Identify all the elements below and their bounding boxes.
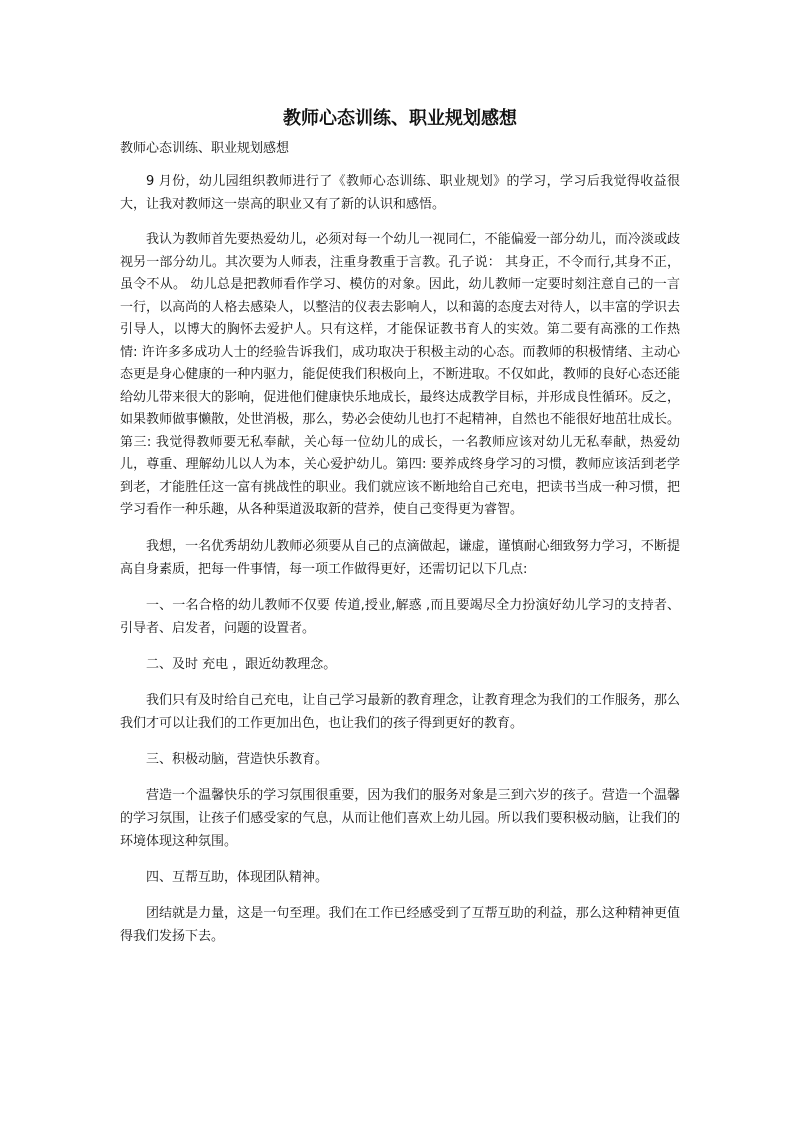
document-title: 教师心态训练、职业规划感想 <box>283 108 517 129</box>
paragraph-main: 我认为教师首先要热爱幼儿，必须对每一个幼儿一视同仁，不能偏爱一部分幼儿，而冷淡或歧视另一部分幼儿。其次要为人师表，注重身教重于言教。孔子说： 其身正，不令而行,其身不正，虽令不从。 幼儿总是把教师看作学习、模仿的对象。因此，幼儿教师一定要时刻注意自己的一言一行，以高尚的人格去感染人，以整洁的仪表去影响人，以和蔼的态度去对待人，以丰富的学识去引导人，以博大的胸怀去爱护人。只有这样，才能保证教书育人的实效。第二要有高涨的工作热情: 许许多多成功人士的经验告诉我们，成功取决于积极主动的心态。而教师的积极情绪、主动心态更是身心健康的一种内驱力，能促使我们积极向上，不断进取。不仅如此，教师的良好心态还能给幼儿带来很大的影响，促进他们健康快乐地成长，最终达成教学目标，并形成良性循环。反之，如果教师做事懒散，处世消极，那么，势必会使幼儿也打不起精神，自然也不能很好地茁壮成长。第三: 我觉得教师要无私奉献，关心每一位幼儿的成长，一名教师应该对幼儿无私奉献，热爱幼儿，尊重、理解幼儿以人为本，关心爱护幼儿。第四: 要养成终身学习的习惯，教师应该活到老学到老，才能胜任这一富有挑战性的职业。我们就应该不断地给自己充电，把读书当成一种习惯，把学习看作一种乐趣，从各种渠道汲取新的营养，使自己变得更为睿智。 <box>120 232 680 517</box>
paragraph-reflection: 我想，一名优秀胡幼儿教师必须要从自己的点滴做起，谦虚，谨慎耐心细致努力学习，不断提高自身素质，把每一件事情，每一项工作做得更好，还需切记以下几点: <box>120 538 680 577</box>
paragraph-point-1: 一、一名合格的幼儿教师不仅要 传道,授业,解惑 ,而且要竭尽全力扮演好幼儿学习的支持者、引导者、启发者，问题的设置者。 <box>120 597 680 636</box>
paragraph-heading-3: 三、积极动脑，营造快乐教育。 <box>146 751 329 767</box>
paragraph-heading-2: 二、及时 充电 ，跟近幼教理念。 <box>146 656 337 672</box>
paragraph-intro: 9 月份，幼儿园组织教师进行了《教师心态训练、职业规划》的学习，学习后我觉得收益很大，让我对教师这一崇高的职业又有了新的认识和感悟。 <box>120 174 680 212</box>
paragraph-heading-4: 四、互帮互助，体现团队精神。 <box>146 869 329 885</box>
paragraph-point-4-body: 团结就是力量，这是一句至理。我们在工作已经感受到了互帮互助的利益，那么这种精神更值得我们发扬下去。 <box>120 905 680 944</box>
paragraph-point-2-body: 我们只有及时给自己充电，让自己学习最新的教育理念，让教育理念为我们的工作服务，那么我们才可以让我们的工作更加出色，也让我们的孩子得到更好的教育。 <box>120 692 680 731</box>
paragraph-point-3-body: 营造一个温馨快乐的学习氛围很重要，因为我们的服务对象是三到六岁的孩子。营造一个温馨的学习氛围，让孩子们感受家的气息，从而让他们喜欢上幼儿园。所以我们要积极动脑，让我们的环境体现这种氛围。 <box>120 787 680 849</box>
document-page <box>120 100 680 961</box>
document-subtitle: 教师心态训练、职业规划感想 <box>120 141 290 156</box>
